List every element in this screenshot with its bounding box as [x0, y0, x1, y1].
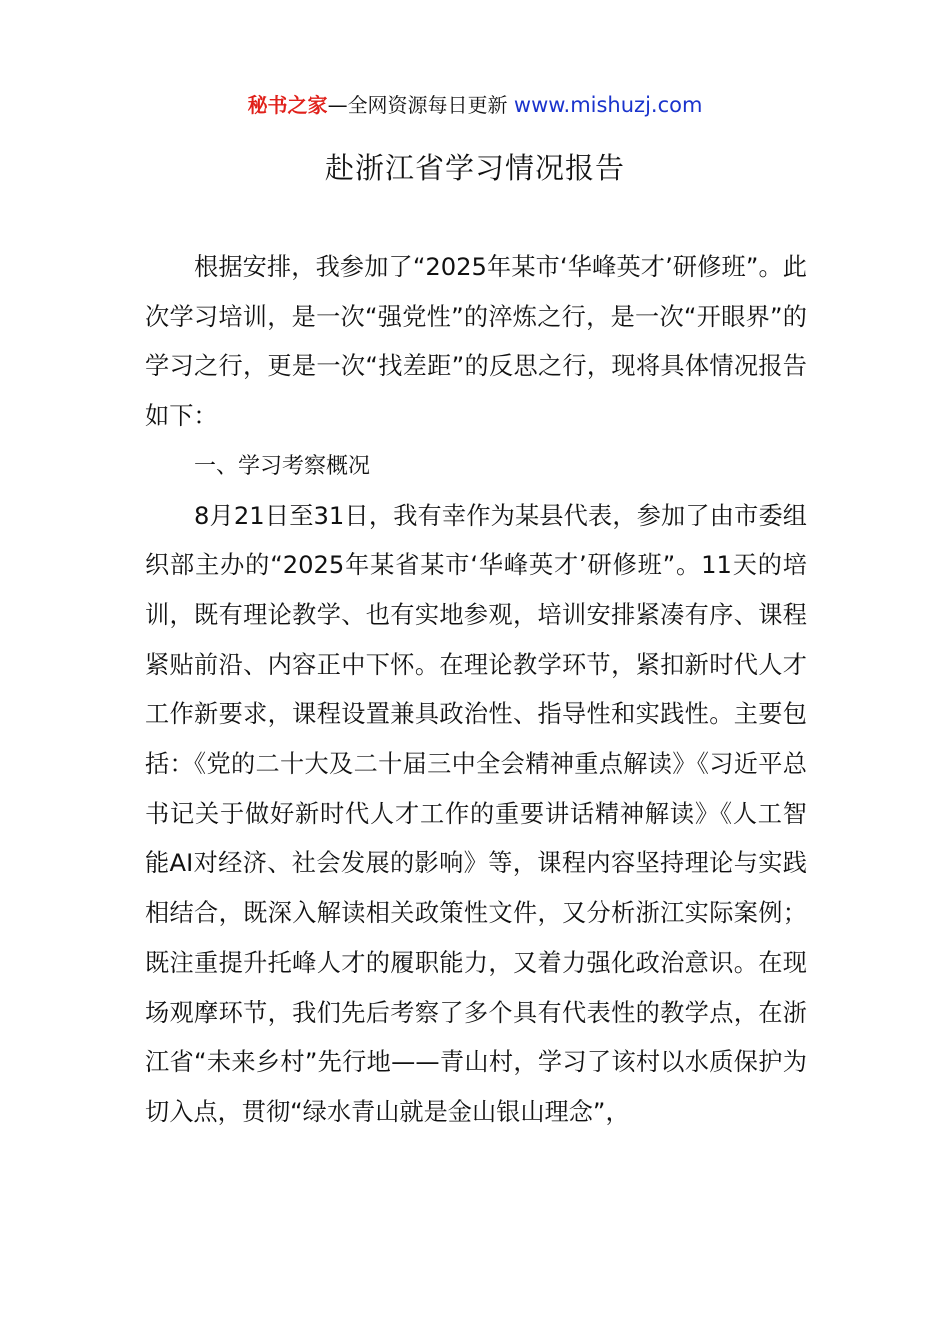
brand-name[interactable]: 秘书之家 [247, 93, 328, 117]
document-title: 赴浙江省学习情况报告 [324, 151, 625, 185]
site-header [0, 88, 950, 122]
header-slogan: —全网资源每日更新 [327, 93, 514, 117]
site-link[interactable]: www.mishuzj.com [513, 93, 703, 117]
section-heading: 一、学习考察概况 [194, 453, 371, 479]
document-body [145, 243, 807, 1138]
overview-paragraph: 8月21日至31日，我有幸作为某县代表，参加了由市委组织部主办的“2025年某省某市‘华峰英才’研修班”。11天的培训，既有理论教学、也有实地参观，培训安排紧凑有序、课程紧贴前沿、内容正中下怀。在理论教学环节，紧扣新时代人才工作新要求，课程设置兼具政治性、指导性和实践性。主要包括：《党的二十大及二十届三中全会精神重点解读》《习近平总书记关于做好新时代人才工作的重要讲话精神解读》《人工智能AI对经济、社会发展的影响》等，课程内容坚持理论与实践相结合，既深入解读相关政策性文件，又分析浙江实际案例；既注重提升托峰人才的履职能力，又着力强化政治意识。在现场观摩环节，我们先后考察了多个具有代表性的教学点，在浙江省“未来乡村”先行地——青山村，学习了该村以水质保护为切入点，贯彻“绿水青山就是金山银山理念”， [145, 501, 807, 1126]
intro-paragraph: 根据安排，我参加了“2025年某市‘华峰英才’研修班”。此次学习培训，是一次“强党性”的淬炼之行，是一次“开眼界”的学习之行，更是一次“找差距”的反思之行，现将具体情况报告如下： [145, 253, 807, 431]
